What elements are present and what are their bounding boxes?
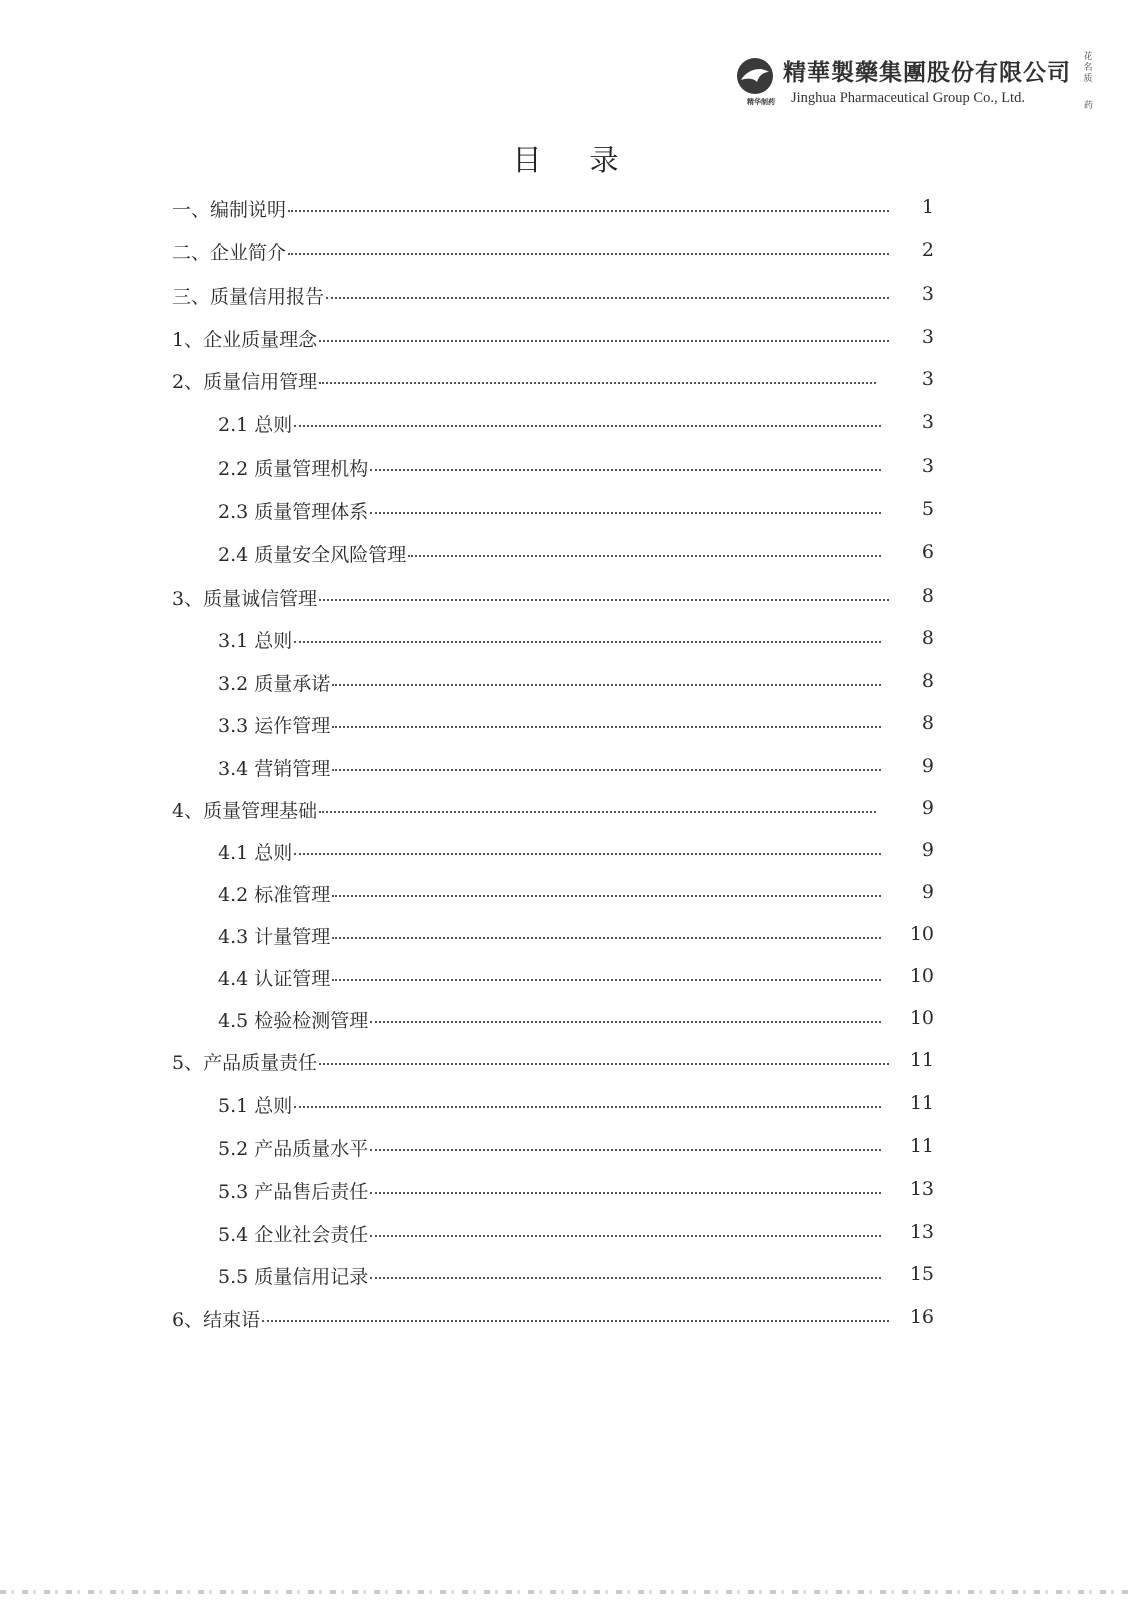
toc-leader-dots (408, 554, 881, 557)
toc-leader-dots (332, 936, 881, 939)
toc-entry-page-number: 8 (921, 670, 934, 692)
toc-leader-dots (370, 1276, 881, 1279)
toc-entry-label: 2.3 质量管理体系 (218, 500, 369, 523)
toc-entry[interactable] (218, 709, 885, 739)
toc-entry-label: 1、企业质量理念 (172, 328, 318, 351)
toc-entry-page-number: 9 (921, 839, 934, 861)
toc-entry-page-number: 11 (909, 1092, 934, 1114)
toc-leader-dots (332, 725, 881, 728)
toc-entry[interactable] (218, 1175, 885, 1205)
toc-entry[interactable] (218, 1089, 885, 1119)
toc-leader-dots (319, 381, 876, 384)
toc-entry-label: 4.1 总则 (218, 841, 293, 864)
toc-entry[interactable] (172, 582, 893, 612)
toc-entry-label: 三、质量信用报告 (172, 285, 325, 308)
toc-entry-page-number: 10 (909, 1007, 934, 1029)
toc-leader-dots (370, 1148, 881, 1151)
toc-entry-label: 5.2 产品质量水平 (218, 1137, 369, 1160)
toc-entry-page-number: 11 (909, 1135, 934, 1157)
toc-entry-page-number: 3 (921, 411, 934, 433)
toc-entry[interactable] (172, 236, 893, 266)
toc-entry-page-number: 6 (921, 541, 934, 563)
toc-entry[interactable] (218, 878, 885, 908)
toc-entry-label: 2.1 总则 (218, 413, 293, 436)
letterhead (731, 52, 1091, 116)
toc-leader-dots (370, 468, 881, 471)
toc-entry-label: 4.2 标准管理 (218, 883, 331, 906)
toc-entry[interactable] (218, 920, 885, 950)
toc-entry-page-number: 3 (921, 368, 934, 390)
toc-leader-dots (294, 1105, 881, 1108)
toc-leader-dots (288, 209, 889, 212)
toc-entry[interactable] (172, 323, 893, 353)
toc-leader-dots (370, 511, 881, 514)
toc-entry-label: 5.3 产品售后责任 (218, 1180, 369, 1203)
toc-entry-page-number: 13 (909, 1178, 934, 1200)
toc-entry-label: 4.5 检验检测管理 (218, 1009, 369, 1032)
toc-leader-dots (288, 252, 889, 255)
page-title: 目录 (512, 143, 667, 177)
toc-leader-dots (294, 640, 881, 643)
toc-entry-page-number: 5 (921, 498, 934, 520)
toc-entry-page-number: 3 (921, 455, 934, 477)
toc-entry[interactable] (218, 836, 885, 866)
toc-entry-label: 3.1 总则 (218, 629, 293, 652)
toc-leader-dots (332, 683, 881, 686)
toc-entry-label: 2.2 质量管理机构 (218, 457, 369, 480)
toc-entry-page-number: 9 (921, 797, 934, 819)
toc-entry-label: 3.2 质量承诺 (218, 672, 331, 695)
toc-entry-label: 4.3 计量管理 (218, 925, 331, 948)
toc-entry-label: 3、质量诚信管理 (172, 587, 318, 610)
toc-entry-page-number: 8 (921, 585, 934, 607)
toc-leader-dots (370, 1234, 881, 1237)
toc-entry[interactable] (218, 752, 885, 782)
toc-entry-page-number: 16 (909, 1306, 934, 1328)
toc-entry[interactable] (172, 1046, 893, 1076)
toc-leader-dots (370, 1191, 881, 1194)
toc-entry-page-number: 3 (921, 283, 934, 305)
toc-leader-dots (319, 598, 889, 601)
toc-leader-dots (319, 339, 889, 342)
toc-entry-page-number: 1 (921, 196, 934, 218)
toc-entry[interactable] (218, 452, 885, 482)
toc-entry-page-number: 10 (909, 923, 934, 945)
toc-entry-page-number: 10 (909, 965, 934, 987)
toc-entry-label: 4.4 认证管理 (218, 967, 331, 990)
toc-entry[interactable] (218, 1132, 885, 1162)
toc-entry-page-number: 11 (909, 1049, 934, 1071)
toc-entry-label: 2、质量信用管理 (172, 370, 318, 393)
toc-entry-page-number: 9 (921, 755, 934, 777)
toc-entry-label: 5、产品质量责任 (172, 1051, 318, 1074)
toc-entry[interactable] (218, 1260, 885, 1290)
toc-entry[interactable] (218, 1004, 885, 1034)
toc-entry[interactable] (218, 667, 885, 697)
toc-leader-dots (332, 768, 881, 771)
toc-entry-page-number: 8 (921, 712, 934, 734)
toc-leader-dots (294, 852, 881, 855)
toc-leader-dots (319, 1062, 889, 1065)
toc-entry[interactable] (218, 1218, 885, 1248)
toc-entry[interactable] (172, 193, 893, 223)
side-note: 花名质 (1083, 52, 1093, 84)
scan-edge (0, 1590, 1131, 1594)
toc-entry-label: 5.5 质量信用记录 (218, 1265, 369, 1288)
toc-entry[interactable] (172, 794, 880, 824)
toc-entry-page-number: 8 (921, 627, 934, 649)
toc-entry-page-number: 13 (909, 1221, 934, 1243)
toc-entry-label: 一、编制说明 (172, 198, 287, 221)
toc-entry-page-number: 15 (909, 1263, 934, 1285)
toc-entry-label: 6、结束语 (172, 1308, 261, 1331)
toc-entry[interactable] (218, 624, 885, 654)
toc-entry[interactable] (218, 538, 885, 568)
toc-leader-dots (332, 978, 881, 981)
toc-entry[interactable] (218, 495, 885, 525)
company-name-cn: 精華製藥集團股份有限公司 (783, 59, 1071, 86)
toc-entry-label: 3.3 运作管理 (218, 714, 331, 737)
company-logo-icon (735, 56, 775, 96)
side-mark: 药 (1083, 101, 1093, 111)
toc-entry-label: 二、企业简介 (172, 241, 287, 264)
toc-entry-label: 3.4 营销管理 (218, 757, 331, 780)
toc-entry-label: 5.4 企业社会责任 (218, 1223, 369, 1246)
company-name-en: Jinghua Pharmaceutical Group Co., Ltd. (791, 90, 1025, 106)
toc-entry-page-number: 2 (921, 239, 934, 261)
toc-entry[interactable] (172, 365, 880, 395)
toc-entry-label: 2.4 质量安全风险管理 (218, 543, 407, 566)
toc-entry[interactable] (218, 408, 885, 438)
toc-leader-dots (294, 424, 881, 427)
toc-leader-dots (319, 810, 876, 813)
toc-entry[interactable] (172, 1303, 893, 1333)
toc-leader-dots (332, 894, 881, 897)
toc-entry-page-number: 9 (921, 881, 934, 903)
toc-leader-dots (326, 296, 889, 299)
toc-entry-label: 5.1 总则 (218, 1094, 293, 1117)
toc-entry-label: 4、质量管理基础 (172, 799, 318, 822)
toc-leader-dots (262, 1319, 889, 1322)
logo-subtext: 精华制药 (747, 98, 775, 106)
toc-entry[interactable] (172, 280, 893, 310)
toc-entry[interactable] (218, 962, 885, 992)
toc-leader-dots (370, 1020, 881, 1023)
toc-entry-page-number: 3 (921, 326, 934, 348)
